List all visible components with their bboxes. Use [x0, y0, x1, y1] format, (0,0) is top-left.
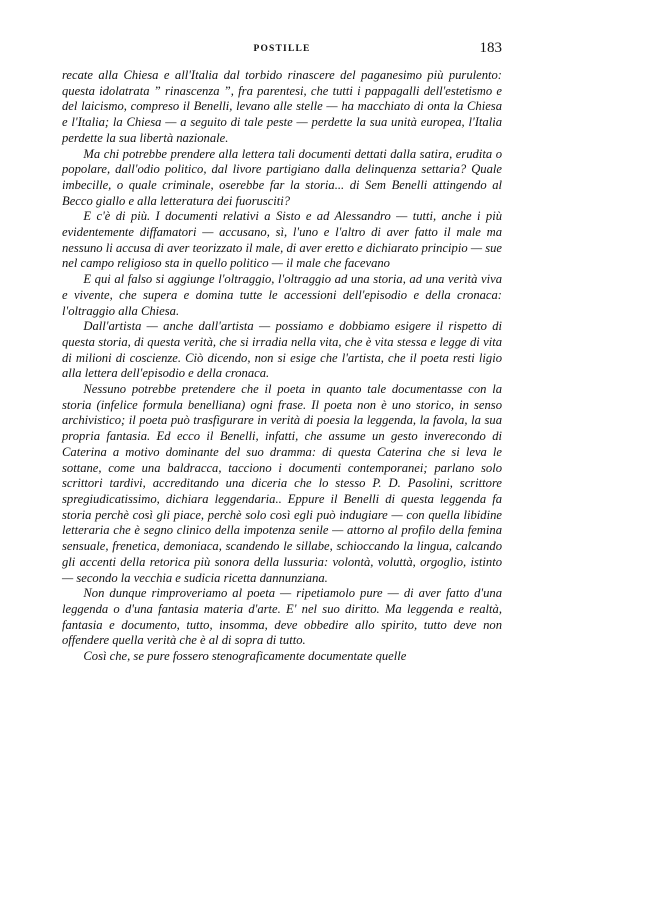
paragraph-sisto-alessandro: E c'è di più. I documenti relativi a Sisto e ad Alessandro — tutti, anche i più evidentemente diffamatori — accusano, sì, l'uno e l'altro di aver fatto il male ma nessuno li accusa di aver teorizzato il male, di aver eretto e dichiarato principio — sue nel campo religioso sta in quello politico — il male che facevano	[62, 209, 502, 271]
page-header	[62, 40, 502, 68]
paragraph-continuation: recate alla Chiesa e all'Italia dal torbido rinascere del paganesimo più purulento: questa idolatrata ” rinascenza ”, fra parentesi, che tutti i pappagalli dell'estetismo e del laicismo, compreso il Benelli, levano alle stelle — ha macchiato di onta la Chiesa e l'Italia; la Chiesa — a seguito di tale peste — perdette la sua unità europea, l'Italia perdette la sua libertà nazionale.	[62, 68, 502, 145]
paragraph-poeta-storia: Nessuno potrebbe pretendere che il poeta in quanto tale documentasse con la storia (infelice formula benelliana) ogni frase. Il poeta non è uno storico, in senso archivistico; il poeta può trasfigurare in verità di poesia la leggenda, la favola, la sua propria fantasia. Ed ecco il Benelli, infatti, che assume un gesto inverecondo di Caterina a motivo dominante del suo dramma: di questa Caterina che si leva le sottane, come una baldracca, tacciono i documenti contemporanei; parlano solo scrittori tardivi, accreditando una diceria che lo stesso P. D. Pasolini, scrittore spregiudicatissimo, dichiara leggendaria.. Eppure il Benelli di questa leggenda fa storia perchè così gli piace, perchè solo così egli può indugiare — con quella libidine letteraria che è segno clinico della impotenza senile — attorno al profilo della femina sensuale, frenetica, demoniaca, scandendo le sillabe, schioccando la lingua, calcando gli accenti della retorica più sonora della lussuria: volontà, voluttà, orgoglio, istinto — secondo la vecchia e sudicia ricetta dannunziana.	[62, 382, 502, 585]
page	[62, 40, 502, 665]
paragraph-rimproveriamo: Non dunque rimproveriamo al poeta — ripetiamolo pure — di aver fatto d'una leggenda o d'una fantasia materia d'arte. E' nel suo diritto. Ma leggenda e realtà, fantasia e documento, tutto, insomma, deve obbedire allo spirito, tutto deve non offendere quella verità che è al di sopra di tutto.	[62, 586, 502, 648]
body-text	[62, 68, 502, 665]
running-title: POSTILLE	[253, 44, 311, 54]
paragraph-artista: Dall'artista — anche dall'artista — possiamo e dobbiamo esigere il rispetto di questa storia, di questa verità, che si irradia nella vita, che è vita stessa e legge di vita di milioni di coscienze. Ciò dicendo, non si esige che l'artista, che il poeta resti ligio alla lettera dell'episodio e della cronaca.	[62, 319, 502, 381]
page-number: 183	[479, 40, 502, 56]
paragraph-satira: Ma chi potrebbe prendere alla lettera tali documenti dettati dalla satira, erudita o popolare, dall'odio politico, dal livore partigiano dalla delinquenza settaria? Quale imbecille, o quale criminale, oserebbe far la storia... di Sem Benelli attingendo al Becco giallo e alla letteratura dei fuorusciti?	[62, 146, 502, 208]
paragraph-oltraggio: E qui al falso si aggiunge l'oltraggio, l'oltraggio ad una storia, ad una verità viva e vivente, che supera e domina tutte le accessioni dell'episodio e della cronaca: l'oltraggio alla Chiesa.	[62, 272, 502, 318]
paragraph-stenograficamente: Così che, se pure fossero stenograficamente documentate quelle	[83, 649, 407, 664]
